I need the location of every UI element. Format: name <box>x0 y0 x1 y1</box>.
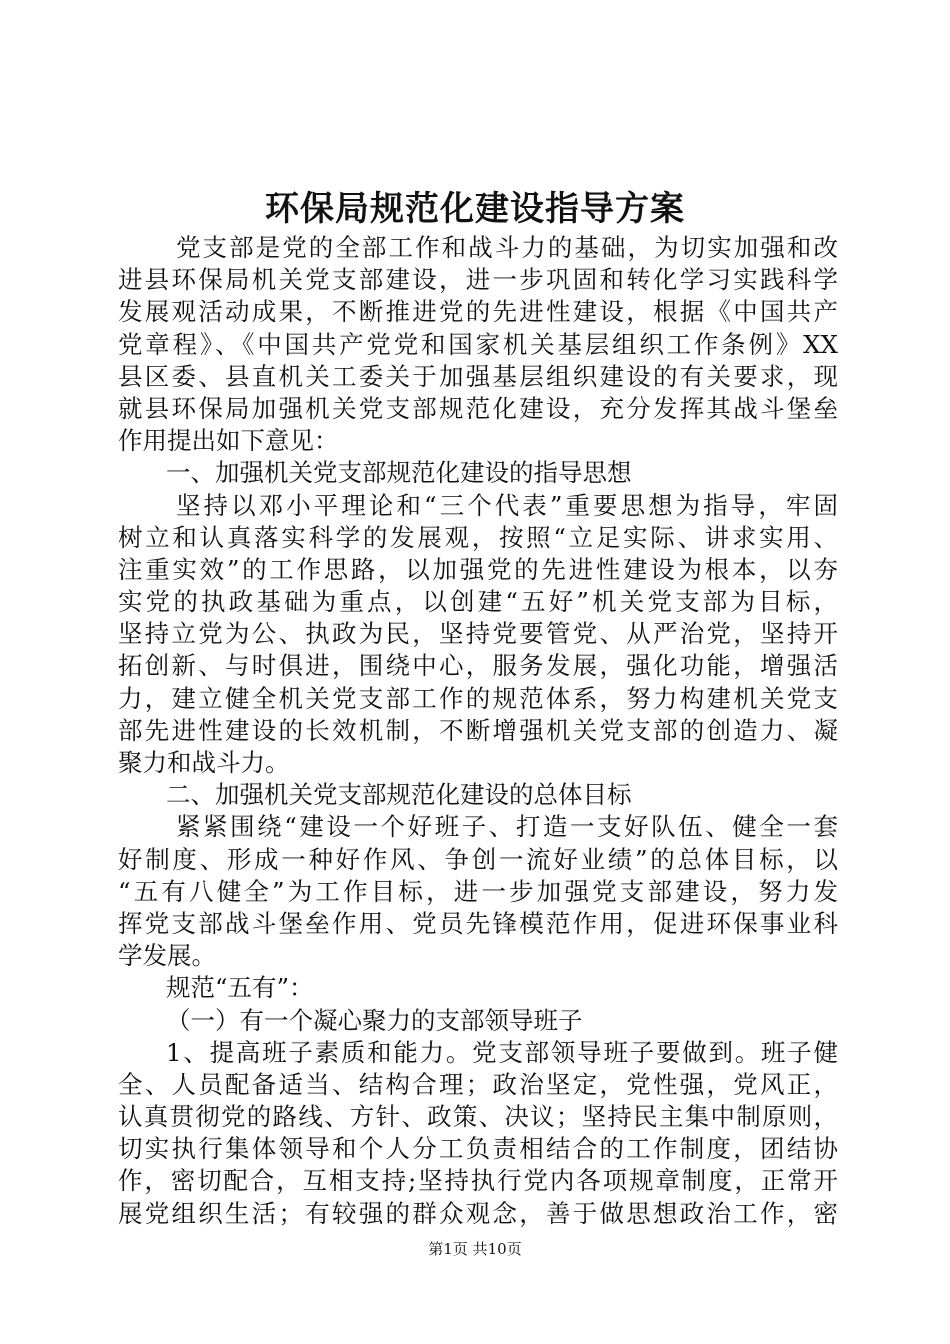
text-line: 坚持以邓小平理论和“三个代表”重要思想为指导，牢固 <box>176 490 838 520</box>
subsection-label: 规范“五有”： <box>166 973 314 1003</box>
text-line: 进县环保局机关党支部建设，进一步巩固和转化学习实践科学 <box>118 265 838 295</box>
document-title: 环保局规范化建设指导方案 <box>265 189 685 229</box>
text-line: 发展观活动成果，不断推进党的先进性建设，根据《中国共产 <box>118 297 838 327</box>
text-line: 切实执行集体领导和个人分工负责相结合的工作制度，团结协 <box>118 1134 838 1164</box>
text-line: 紧紧围绕“建设一个好班子、打造一支好队伍、健全一套 <box>176 812 838 842</box>
text-line: 好制度、形成一种好作风、争创一流好业绩”的总体目标，以 <box>118 844 838 874</box>
text-line: “五有八健全”为工作目标，进一步加强党支部建设，努力发 <box>118 876 838 906</box>
text-line: 聚力和战斗力。 <box>118 748 290 777</box>
text-line: 党支部是党的全部工作和战斗力的基础，为切实加强和改 <box>176 233 838 262</box>
text-line: 展党组织生活；有较强的群众观念，善于做思想政治工作，密 <box>118 1198 838 1228</box>
text-line: 就县环保局加强机关党支部规范化建设，充分发挥其战斗堡垒 <box>118 393 838 423</box>
text-line: 学发展。 <box>118 941 216 971</box>
text-line: 认真贯彻党的路线、方针、政策、决议；坚持民主集中制原则， <box>118 1102 838 1132</box>
text-line: 挥党支部战斗堡垒作用、党员先锋模范作用，促进环保事业科 <box>118 908 838 938</box>
text-line: 拓创新、与时俱进，围绕中心，服务发展，强化功能，增强活 <box>118 651 838 681</box>
text-line: 全、人员配备适当、结构合理；政治坚定，党性强，党风正， <box>118 1069 838 1099</box>
text-line: 力，建立健全机关党支部工作的规范体系，努力构建机关党支 <box>118 683 838 713</box>
section-heading: 一、加强机关党支部规范化建设的指导思想 <box>166 458 632 488</box>
text-line: 1、提高班子素质和能力。党支部领导班子要做到。班子健 <box>166 1037 838 1067</box>
text-line: 实党的执政基础为重点，以创建“五好”机关党支部为目标， <box>118 587 838 617</box>
text-line: 县区委、县直机关工委关于加强基层组织建设的有关要求，现 <box>118 361 838 391</box>
text-line: 作用提出如下意见： <box>118 426 339 456</box>
text-line: 部先进性建设的长效机制，不断增强机关党支部的创造力、凝 <box>118 715 838 745</box>
document-body <box>118 232 838 1230</box>
text-line: 作，密切配合，互相支持;坚持执行党内各项规章制度，正常开 <box>118 1166 838 1196</box>
section-heading: 二、加强机关党支部规范化建设的总体目标 <box>166 780 632 810</box>
text-line: 树立和认真落实科学的发展观，按照“立足实际、讲求实用、 <box>118 522 838 552</box>
page-footer: 第1页 共10页 <box>428 1240 522 1258</box>
text-line: 坚持立党为公、执政为民，坚持党要管党、从严治党，坚持开 <box>118 619 838 649</box>
text-line: 党章程》、《中国共产党党和国家机关基层组织工作条例》XX <box>118 329 838 359</box>
text-line: 注重实效”的工作思路，以加强党的先进性建设为根本，以夯 <box>118 554 838 584</box>
subsection-heading: （一）有一个凝心聚力的支部领导班子 <box>166 1005 583 1035</box>
